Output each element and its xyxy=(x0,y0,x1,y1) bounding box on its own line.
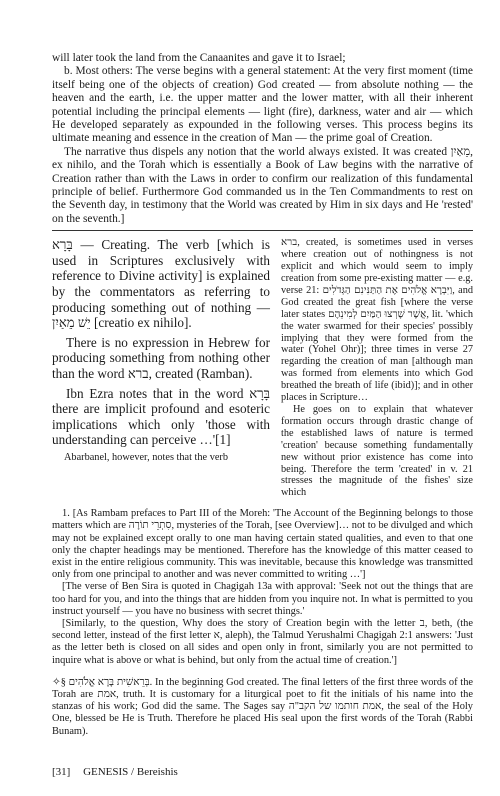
left-paragraph-3: Ibn Ezra notes that in the word בָּרָא there are implicit profound and esoteric implications which only 'those with understanding can perceive …'[1] xyxy=(52,385,270,448)
left-paragraph-2: There is no expression in Hebrew for producing something from nothing other than the word ברא, created (Ramban). xyxy=(52,334,270,382)
commentary-columns xyxy=(52,237,473,499)
footnote-2: [The verse of Ben Sira is quoted in Chagigah 13a with approval: 'Seek not out the things that are too hard for you, and into the things that are hidden from you inquire not. In what is permitted to you instruct yourself — you have no business with secret things.' xyxy=(52,581,473,617)
footnote-3: [Similarly, to the question, Why does the story of Creation begin with the letter ב, beth, (the second letter, instead of the first letter א, aleph), the Talmud Yerushalmi Chagigah 2:1 answers: 'Just as the letter beth is closed on all sides and open only in front, similarly you are not permitted to inquire what is above or what is behind, but only from the actual time of creation.'] xyxy=(52,618,473,666)
footnote-4: ✧§ בְּרֵאשִׁית בָּרָא אֱלֹהִים. In the beginning God created. The final letters of the first three words of the Torah are אמת, truth. It is customary for a liturgical poet to fit the initials of his name into the stanzas of his work; God did the same. The Sages say אמת חותמו של הקב"ה, the seal of the Holy One, blessed be He is Truth. Therefore he placed His seal upon the first words of the Torah (Rabbi Bunam). xyxy=(52,676,474,737)
page-footer xyxy=(52,766,473,779)
right-column xyxy=(281,237,473,499)
page-number: [31] xyxy=(52,766,71,778)
top-paragraph-2: b. Most others: The verse begins with a general statement: At the very first moment (time itself being one of the objects of creation) God created — from absolute nothing — the heaven and the earth, i.e. the upper matter and the lower matter, with all their inherent potential including the principal elements — light (fire), darkness, water and air — which He developed separately as expounded in the following verses. This process begins its ultimate meaning and essence in the creation of Man — the prime goal of Creation. xyxy=(52,65,473,145)
left-column xyxy=(52,237,270,499)
left-paragraph-4: Abarbanel, however, notes that the verb xyxy=(64,452,228,463)
section-divider xyxy=(52,230,473,231)
left-paragraph-1: בָּרָא — Creating. The verb [which is used in Scriptures exclusively with reference to Divine activity] is explained by the commentators as referring to producing something out of nothing — יֵשׁ מֵאַיִן [creatio ex nihilo]. xyxy=(52,237,270,331)
footnotes xyxy=(52,508,473,738)
footnote-1: 1. [As Rambam prefaces to Part III of the Moreh: 'The Account of the Beginning belongs to those matters which are סִתְרֵי תוֹרָה, mysteries of the Torah, [see Overview]… not to be divulged and which may not be explained except orally to one man having certain stated qualities, and even to that one only the chapter headings may be mentioned. Therefore has the knowledge of this matter ceased to exist in the entire religious community. This was inevitable, because this knowledge was transmitted only from one principal to another and was never committed to writing …'] xyxy=(52,508,473,581)
page-content xyxy=(52,52,473,738)
right-paragraph-2: He goes on to explain that whatever formation occurs through drastic change of the established laws of nature is termed 'creation' because something fundamentally new without prior existence has come into being. Therefore the term 'created' in v. 21 stresses the magnitude of the fishes' size which xyxy=(281,403,473,499)
top-paragraph-3: The narrative thus dispels any notion that the world always existed. It was created מֵאַיִן, ex nihilo, and the Torah which is essentially a Book of Law begins with the narrative of Creation rather than with the Laws in order to confirm our realization of this fundamental principle of belief. Furthermore God commanded us in the Ten Commandments to rest on the Seventh day, in testimony that the World was created by Him in six days and He 'rested' on the seventh.] xyxy=(52,145,473,225)
top-section xyxy=(52,52,473,226)
running-head: GENESIS / Bereishis xyxy=(83,766,178,778)
right-paragraph-1: ברא, created, is sometimes used in verses where creation out of nothingness is not explicit and which would seem to imply creation from some pre-existing matter — e.g. verse 21: וַיִּבְרָא אֱלֹהִים אֶת הַתַּנִּינִם הַגְּדֹלִים, and God created the great fish [where the verse later states אֲשֶׁר שָׁרְצוּ הַמַּיִם לְמִינֵהֶם, lit. 'which the water swarmed for their species' possibly implying that they were formed from the water (Yohel Ohr)]; three times in verse 27 regarding the creation of man [although man was formed from elements into which God breathed the breath of life (ibid)]; and in other places in Scripture… xyxy=(281,237,474,404)
top-paragraph-1: will later took the land from the Canaanites and gave it to Israel; xyxy=(52,52,346,64)
